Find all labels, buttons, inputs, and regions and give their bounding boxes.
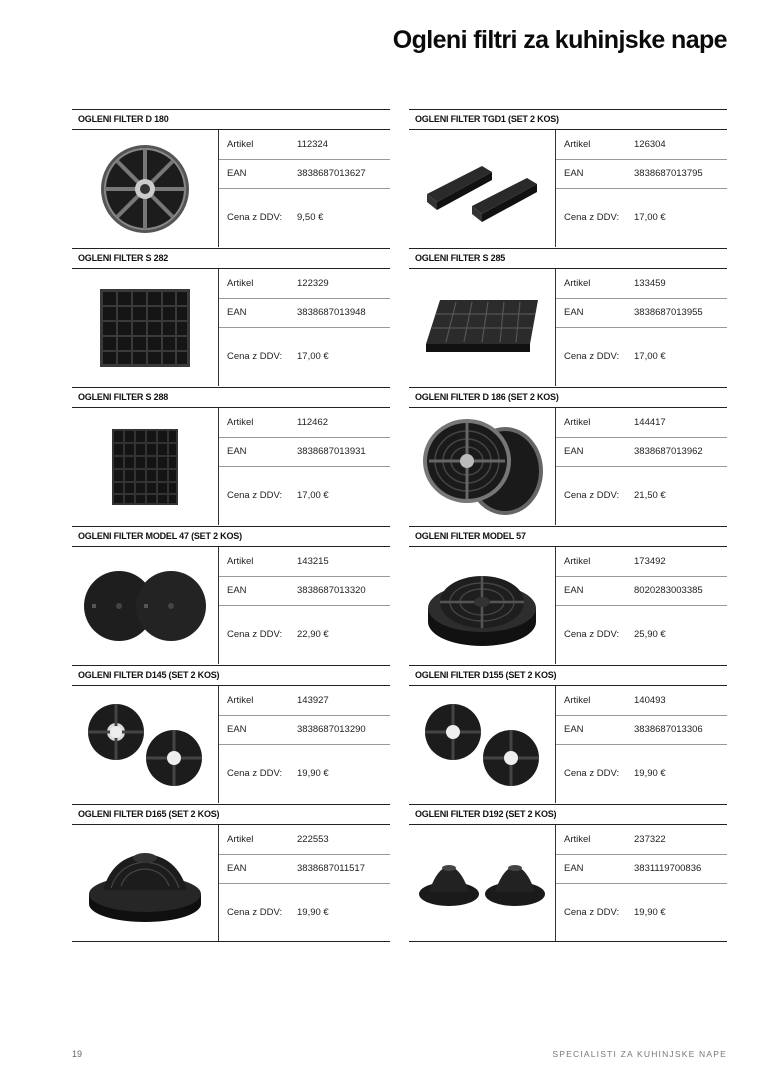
product-card [72,248,390,387]
article-value: 237322 [634,834,666,845]
price-label: Cena z DDV: [564,629,620,640]
article-value: 143215 [297,556,329,567]
product-card [409,109,727,248]
price-value: 19,90 € [297,907,329,918]
product-card [72,804,390,943]
article-value: 143927 [297,695,329,706]
product-name: OGLENI FILTER MODEL 47 (SET 2 KOS) [72,526,390,547]
price-value: 17,00 € [634,212,666,223]
price-label: Cena z DDV: [227,351,283,362]
price-value: 19,90 € [634,768,666,779]
ean-label: EAN [564,168,584,179]
ean-value: 3838687013290 [297,724,366,735]
price-label: Cena z DDV: [227,629,283,640]
product-name: OGLENI FILTER D155 (SET 2 KOS) [409,665,727,686]
product-name: OGLENI FILTER MODEL 57 [409,526,727,547]
ean-value: 8020283003385 [634,585,703,596]
ean-value: 3838687011517 [297,863,365,874]
ean-label: EAN [227,307,247,318]
article-label: Artikel [564,695,591,706]
product-name: OGLENI FILTER D 186 (SET 2 KOS) [409,387,727,408]
article-label: Artikel [227,834,254,845]
article-label: Artikel [564,556,591,567]
ean-value: 3831119700836 [634,863,702,874]
article-label: Artikel [564,417,591,428]
product-card [409,665,727,804]
product-name: OGLENI FILTER S 282 [72,248,390,269]
page-number: 19 [72,1049,83,1059]
product-card [72,387,390,526]
article-label: Artikel [564,139,591,150]
bar-filters-icon [409,130,555,247]
product-card [409,387,727,526]
price-value: 19,90 € [297,768,329,779]
ean-value: 3838687013306 [634,724,703,735]
ean-label: EAN [227,168,247,179]
price-label: Cena z DDV: [564,212,620,223]
ean-label: EAN [227,724,247,735]
product-name: OGLENI FILTER TGD1 (SET 2 KOS) [409,109,727,130]
product-name: OGLENI FILTER S 285 [409,248,727,269]
product-card [409,526,727,665]
rect-grid-filter-icon [72,408,218,525]
product-card [72,109,390,248]
price-label: Cena z DDV: [227,490,283,501]
round-filter-icon [72,130,218,247]
product-name: OGLENI FILTER S 288 [72,387,390,408]
ean-label: EAN [564,585,584,596]
price-value: 17,00 € [297,351,329,362]
price-label: Cena z DDV: [227,907,283,918]
article-value: 222553 [297,834,329,845]
flat-grid-filter-icon [409,269,555,386]
tilted-round-filter-icon [409,547,555,664]
price-value: 9,50 € [297,212,324,223]
product-card [72,665,390,804]
article-label: Artikel [564,834,591,845]
price-value: 17,00 € [297,490,329,501]
product-name: OGLENI FILTER D145 (SET 2 KOS) [72,665,390,686]
pair-disc-filter-icon [72,686,218,803]
article-label: Artikel [564,278,591,289]
product-name: OGLENI FILTER D 180 [72,109,390,130]
page-title: Ogleni filtri za kuhinjske nape [392,26,727,54]
price-label: Cena z DDV: [227,768,283,779]
ean-value: 3838687013320 [297,585,366,596]
ean-value: 3838687013795 [634,168,703,179]
ean-label: EAN [564,863,584,874]
ean-value: 3838687013948 [297,307,366,318]
square-grid-filter-icon [72,269,218,386]
ean-value: 3838687013931 [297,446,366,457]
double-disc-filter-icon [72,547,218,664]
product-card [72,526,390,665]
price-value: 21,50 € [634,490,666,501]
ean-label: EAN [564,724,584,735]
article-value: 133459 [634,278,666,289]
article-value: 126304 [634,139,666,150]
pair-dome-filter-icon [409,825,555,942]
pair-disc-filter-icon [409,686,555,803]
price-value: 22,90 € [297,629,329,640]
article-value: 140493 [634,695,666,706]
ean-label: EAN [227,446,247,457]
price-value: 17,00 € [634,351,666,362]
price-value: 19,90 € [634,907,666,918]
price-value: 25,90 € [634,629,666,640]
dome-filter-icon [72,825,218,942]
article-label: Artikel [227,556,254,567]
article-value: 144417 [634,417,666,428]
product-name: OGLENI FILTER D165 (SET 2 KOS) [72,804,390,825]
price-label: Cena z DDV: [227,212,283,223]
article-label: Artikel [227,695,254,706]
price-label: Cena z DDV: [564,768,620,779]
article-label: Artikel [227,417,254,428]
ean-label: EAN [227,863,247,874]
product-card [409,248,727,387]
product-grid [72,109,727,943]
ean-value: 3838687013962 [634,446,703,457]
article-label: Artikel [227,278,254,289]
product-card [409,804,727,943]
ean-label: EAN [564,446,584,457]
double-round-filter-icon [409,408,555,525]
price-label: Cena z DDV: [564,351,620,362]
article-value: 122329 [297,278,329,289]
ean-value: 3838687013627 [297,168,366,179]
ean-label: EAN [564,307,584,318]
ean-label: EAN [227,585,247,596]
article-label: Artikel [227,139,254,150]
price-label: Cena z DDV: [564,907,620,918]
article-value: 112462 [297,417,328,428]
article-value: 112324 [297,139,328,150]
product-name: OGLENI FILTER D192 (SET 2 KOS) [409,804,727,825]
footer-brand: SPECIALISTI ZA KUHINJSKE NAPE [552,1049,727,1059]
article-value: 173492 [634,556,666,567]
ean-value: 3838687013955 [634,307,703,318]
price-label: Cena z DDV: [564,490,620,501]
